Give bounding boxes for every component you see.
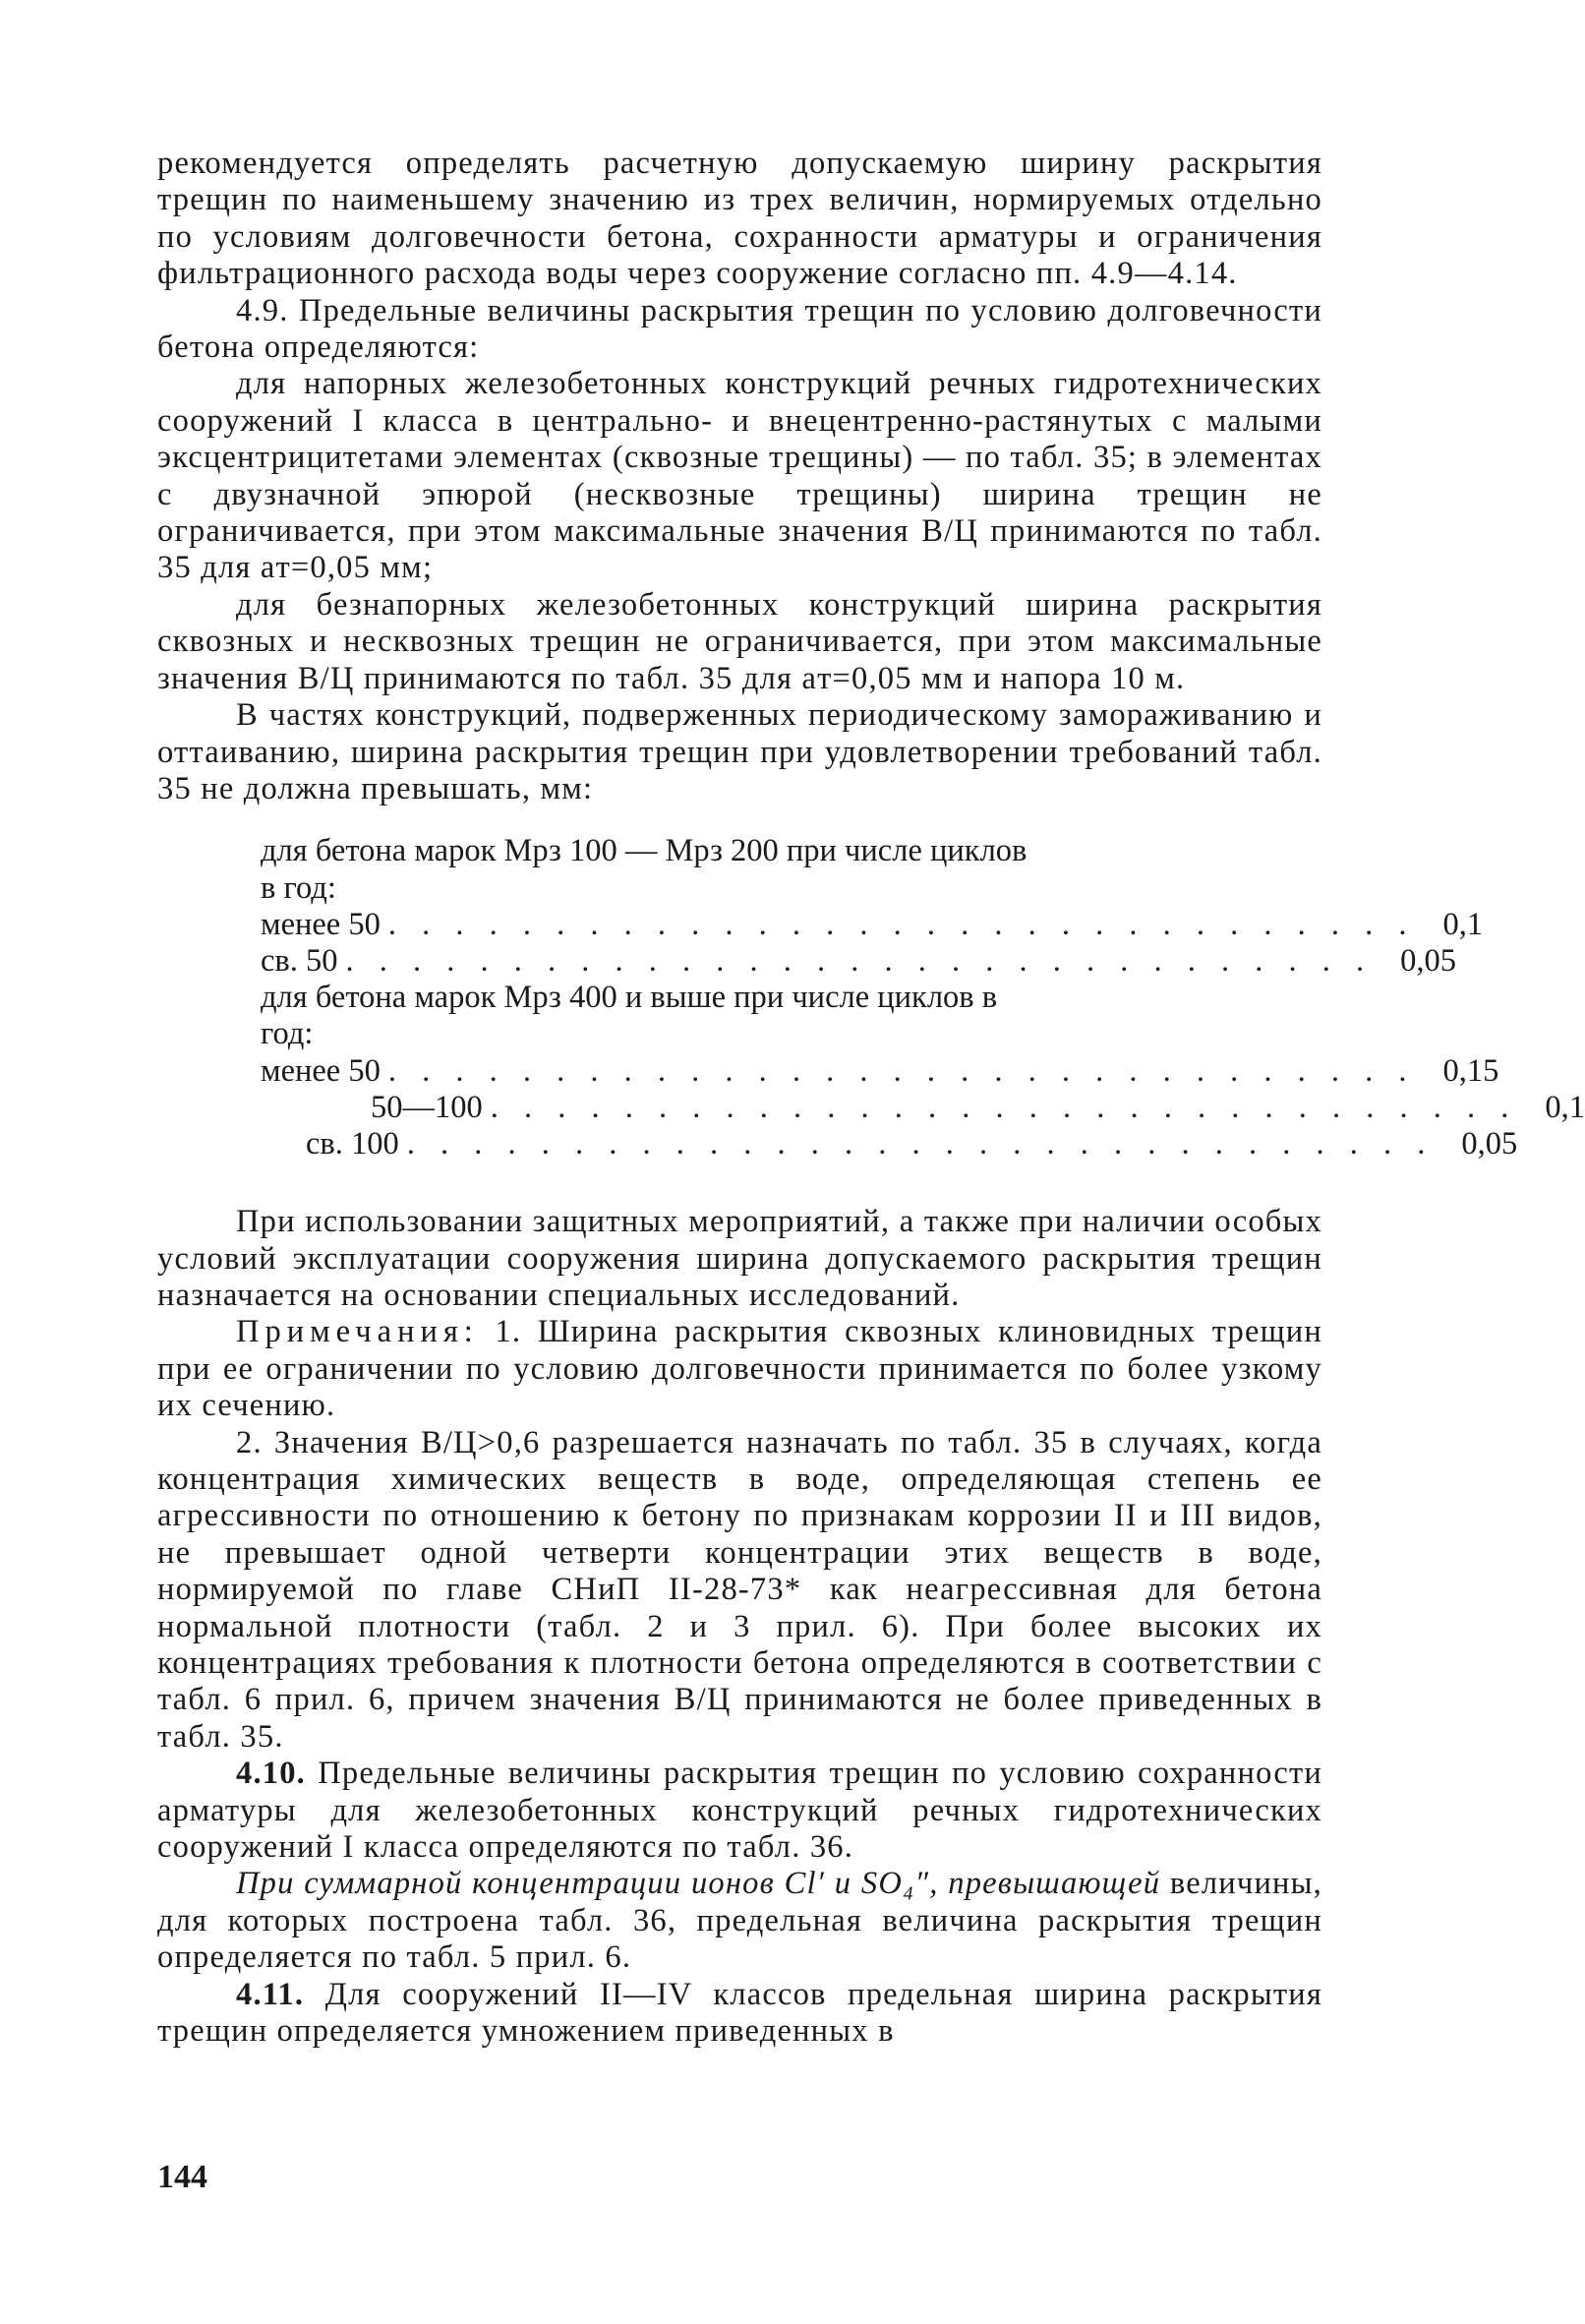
list-item: [261, 906, 1484, 943]
list-heading-cont: в год:: [261, 869, 336, 906]
list-item-value: 0,05: [1461, 1125, 1518, 1162]
list-item: [261, 1125, 1518, 1162]
list-item-value: 0,05: [1400, 942, 1457, 979]
list-item-value: 0,15: [1442, 1052, 1499, 1089]
leader-dots: . . . . . . . . . . . . . . . . . . . . . . . . . . . . . . .: [387, 1052, 1416, 1089]
leader-dots: . . . . . . . . . . . . . . . . . . . . . . . . . . . . . . .: [345, 942, 1374, 979]
leader-dots: . . . . . . . . . . . . . . . . . . . . . . . . . . . . . . .: [406, 1125, 1435, 1162]
list-item-label: св. 50: [261, 942, 338, 979]
section-text: Предельные величины раскрытия трещин по условию сохранности арматуры для железобетонных конструкций речных гидротехнических сооружений I класса определяются по табл. 36.: [157, 1756, 1322, 1866]
paragraph-4-10: [157, 1756, 1322, 1866]
paragraph-ion-concentration: [157, 1866, 1322, 1976]
paragraph-text: величины, для которых построена табл. 36, предельная величина раскрытия трещин определяется по табл. 5 прил. 6.: [157, 1866, 1322, 1976]
section-text: Для сооружений II—IV классов предельная ширина раскрытия трещин определяется умножением приведенных в: [157, 1976, 1322, 2050]
paragraph-protective-measures: При использовании защитных мероприятий, а также при наличии особых условий эксплуатации сооружения ширина допускаемого раскрытия трещин назначается на основании специальных исследований.: [157, 1204, 1322, 1313]
list-item-value: 0,1: [1545, 1089, 1585, 1125]
paragraph-note-1: [157, 1314, 1322, 1424]
paragraph-note-2: 2. Значения В/Ц>0,6 разрешается назначать по табл. 35 в случаях, когда концентрация химических веществ в воде, определяющая степень ее агрессивности по отношению к бетону по признакам коррозии II и III видов, не превышает одной четверти концентрации этих веществ в воде, нормируемой по главе СНиП II-28-73* как неагрессивная для бетона нормальной плотности (табл. 2 и 3 прил. 6). При более высоких их концентрациях требования к плотности бетона определяются в соответствии с табл. 6 прил. 6, причем значения В/Ц принимаются не более приведенных в табл. 35.: [157, 1424, 1322, 1755]
page-number: 144: [157, 2159, 207, 2195]
paragraph-intro: рекомендуется определять расчетную допускаемую ширину раскрытия трещин по наименьшему значению из трех величин, нормируемых отдельно по условиям долговечности бетона, сохранности арматуры и ограничения фильтрационного расхода воды через сооружение согласно пп. 4.9—4.14.: [157, 146, 1322, 292]
list-item-label: менее 50: [261, 1052, 381, 1089]
list-heading: для бетона марок Мрз 100 — Мрз 200 при числе циклов: [261, 833, 1027, 869]
list-item-value: 0,1: [1442, 906, 1484, 942]
section-number: 4.11.: [236, 1976, 305, 2012]
paragraph-4-9: 4.9. Предельные величины раскрытия трещин по условию долговечности бетона определяются:: [157, 292, 1322, 366]
paragraph-freezing: В частях конструкций, подверженных периодическому замораживанию и оттаиванию, ширина раскрытия трещин при удовлетворении требований табл. 35 не должна превышать, мм:: [157, 697, 1322, 806]
list-item-label: 50—100: [371, 1089, 483, 1125]
list-item: [261, 1089, 1585, 1126]
list-item-label: менее 50: [261, 906, 381, 942]
list-heading: для бетона марок Мрз 400 и выше при числе циклов в: [261, 980, 998, 1016]
italic-lead: При суммарной концентрации ионов Cl′ и SO₄″, превышающей: [236, 1866, 1161, 1902]
notes-label: Примечания:: [236, 1314, 479, 1350]
list-item-label: св. 100: [306, 1125, 399, 1162]
leader-dots: . . . . . . . . . . . . . . . . . . . . . . . . . . . . . . .: [490, 1089, 1518, 1125]
list-item: [261, 942, 1457, 980]
page-body: [157, 146, 1585, 2050]
paragraph-pressure-structures: для напорных железобетонных конструкций речных гидротехнических сооружений I класса в центрально- и внецентренно-растянутых с малыми эксцентрицитетами элементах (сквозные трещины) — по табл. 35; в элементах с двузначной эпюрой (несквозные трещины) ширина трещин не ограничивается, при этом максимальные значения В/Ц принимаются по табл. 35 для aт=0,05 мм;: [157, 366, 1322, 586]
paragraph-nonpressure-structures: для безнапорных железобетонных конструкций ширина раскрытия сквозных и несквозных трещин не ограничивается, при этом максимальные значения В/Ц принимаются по табл. 35 для aт=0,05 мм и напора 10 м.: [157, 586, 1322, 696]
list-heading-cont: год:: [261, 1016, 314, 1052]
leader-dots: . . . . . . . . . . . . . . . . . . . . . . . . . . . . . . .: [387, 906, 1416, 942]
note-1-text: 1. Ширина раскрытия сквозных клиновидных трещин при ее ограничении по условию долговечности принимается по более узкому их сечению.: [157, 1314, 1322, 1424]
section-number: 4.10.: [236, 1756, 306, 1792]
list-item: [261, 1052, 1499, 1090]
crack-width-list: [261, 833, 1585, 1162]
paragraph-4-11: [157, 1977, 1322, 2051]
